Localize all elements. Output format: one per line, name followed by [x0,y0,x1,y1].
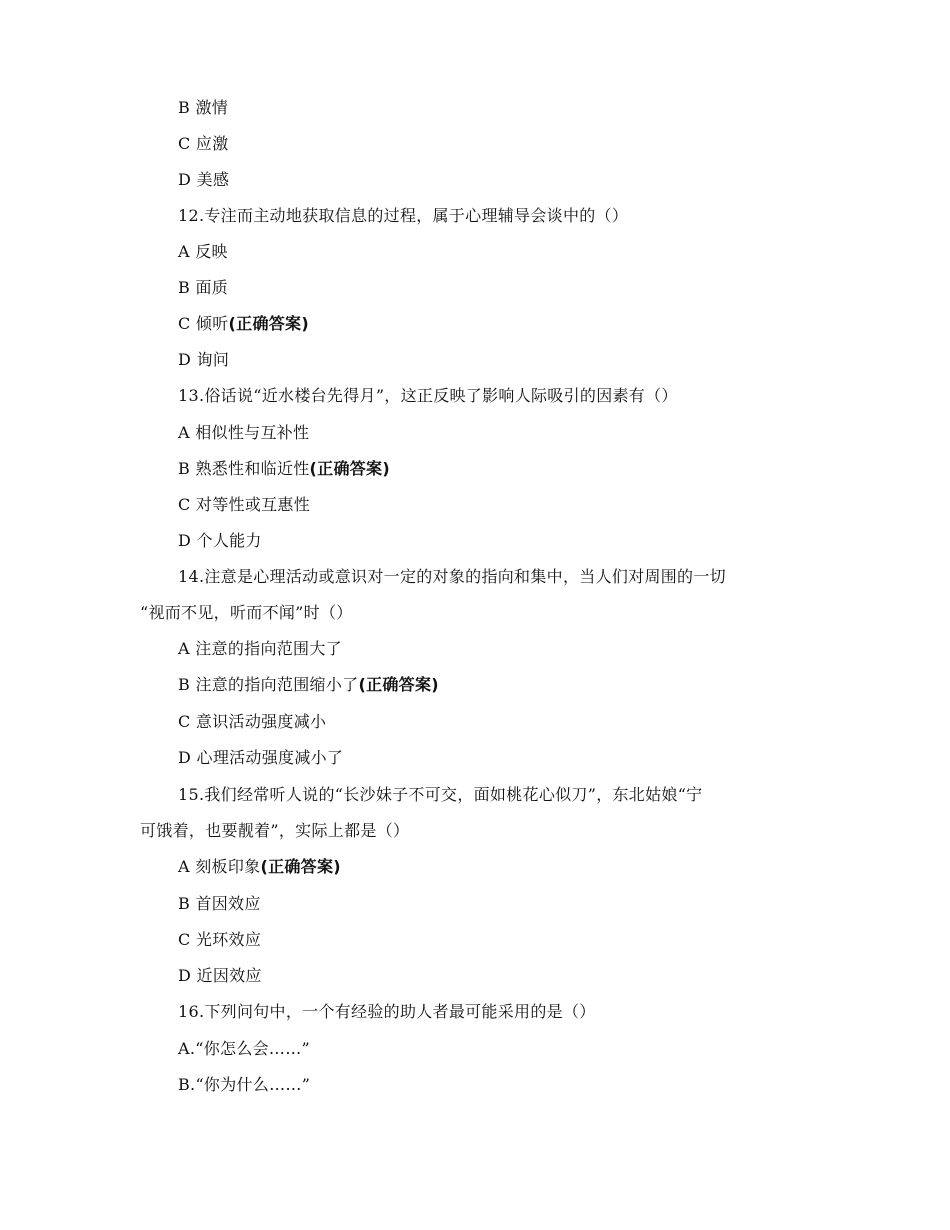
q13-option-c [178,495,310,515]
question-text: 15.我们经常听人说的“长沙妹子不可交，面如桃花心似刀”，东北姑娘“宁 [178,785,703,804]
option-text: B 熟悉性和临近性 [178,459,310,478]
option-text: C 对等性或互惠性 [178,495,311,514]
option-text: A.“你怎么会……” [178,1039,310,1058]
q15-option-a [178,857,341,877]
correct-answer-tag: (正确答案) [228,314,309,333]
correct-answer-tag: (正确答案) [358,675,439,694]
q14-option-b [178,675,439,695]
correct-answer-tag: (正确答案) [309,459,390,478]
option-text: D 美感 [178,170,230,189]
q11-option-c [178,134,229,154]
question-15-line-2 [140,821,409,841]
q12-option-a [178,242,228,262]
option-text: B.“你为什么……” [178,1075,311,1094]
option-text: D 个人能力 [178,531,262,550]
question-text: 16.下列问句中，一个有经验的助人者最可能采用的是（） [178,1002,596,1021]
q11-option-b [178,98,228,118]
option-text: B 注意的指向范围缩小了 [178,675,359,694]
question-16 [178,1002,596,1022]
option-text: A 刻板印象 [178,857,261,876]
question-13 [178,386,678,406]
option-text: B 激情 [178,98,229,117]
question-text: 13.俗话说“近水楼台先得月”，这正反映了影响人际吸引的因素有（） [178,386,678,405]
q15-option-b [178,894,261,914]
question-text: 14.注意是心理活动或意识对一定的对象的指向和集中，当人们对周围的一切 [178,567,726,586]
question-15-line-1 [178,785,703,805]
q13-option-a [178,423,309,443]
option-text: D 询问 [178,350,230,369]
option-text: D 近因效应 [178,966,262,985]
option-text: C 倾听 [178,314,229,333]
option-text: B 首因效应 [178,894,261,913]
q15-option-d [178,966,262,986]
q16-option-b [178,1075,310,1095]
q13-option-b [178,459,390,479]
option-text: C 意识活动强度减小 [178,712,327,731]
correct-answer-tag: (正确答案) [260,857,341,876]
question-12 [178,206,628,226]
q14-option-d [178,748,343,768]
q12-option-c [178,314,309,334]
question-14-line-1 [178,567,726,587]
q11-option-d [178,170,229,190]
q16-option-a [178,1039,310,1059]
q14-option-a [178,639,342,659]
option-text: C 应激 [178,134,229,153]
q12-option-b [178,278,228,298]
question-text: 可饿着，也要靓着”，实际上都是（） [140,821,410,840]
option-text: B 面质 [178,278,229,297]
question-text: “视而不见，听而不闻”时（） [140,603,353,622]
option-text: A 相似性与互补性 [178,423,310,442]
question-14-line-2 [140,603,353,623]
question-text: 12.专注而主动地获取信息的过程，属于心理辅导会谈中的（） [178,206,629,225]
q14-option-c [178,712,326,732]
option-text: A 注意的指向范围大了 [178,639,342,658]
option-text: C 光环效应 [178,930,262,949]
option-text: D 心理活动强度减小了 [178,748,344,767]
q15-option-c [178,930,261,950]
q12-option-d [178,350,229,370]
option-text: A 反映 [178,242,228,261]
q13-option-d [178,531,262,551]
